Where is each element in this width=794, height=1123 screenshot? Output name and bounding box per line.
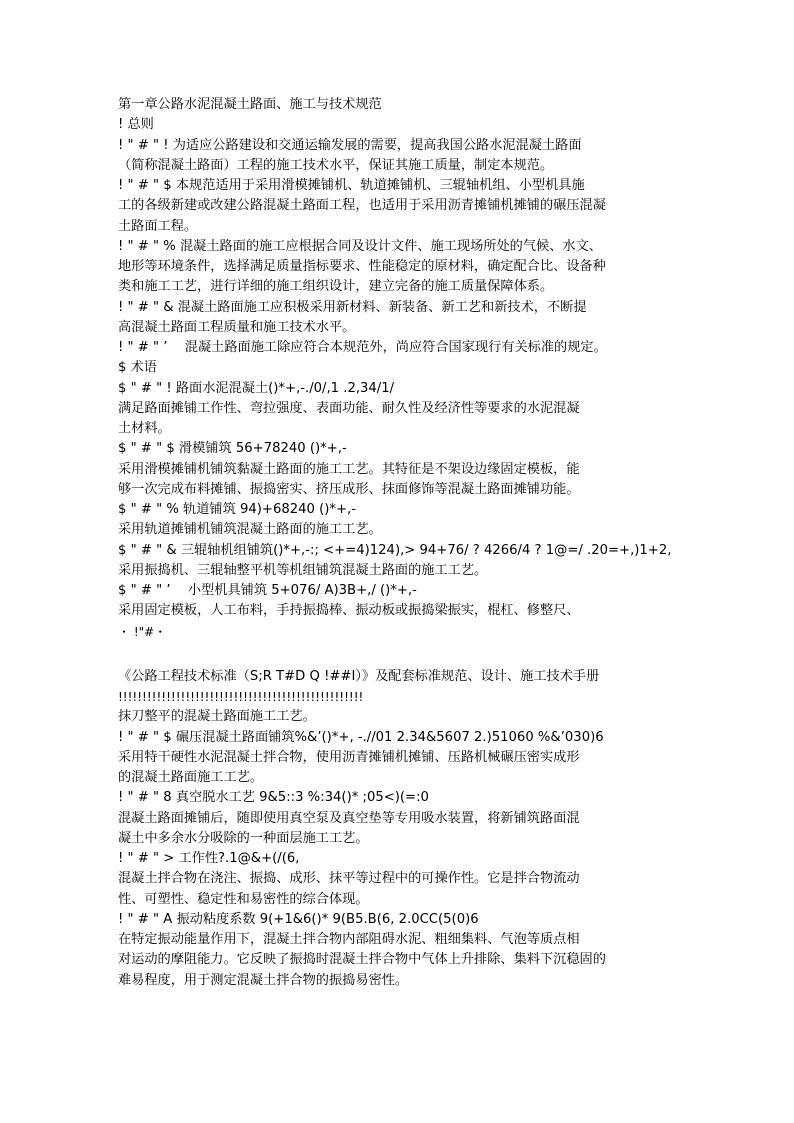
text-line: 土路面工程。 bbox=[118, 218, 198, 234]
text-line: 的混凝土路面施工工艺。 bbox=[118, 770, 264, 785]
text-line: ! " # " A 振动粘度系数 9(+1&6()* 9(B5.B(6, 2.0CC(5(0)6 bbox=[118, 911, 479, 927]
text-line: $ " # " $ 滑模铺筑 56+78240 ()*+,- bbox=[118, 441, 347, 457]
text-line: 采用轨道摊铺机铺筑混凝土路面的施工工艺。 bbox=[118, 522, 382, 538]
text-line: $ " # " ! 路面水泥混凝土()*+,-./0/,1 .2,34/1/ bbox=[118, 380, 395, 396]
text-line: 抹刀整平的混凝土路面施工工艺。 bbox=[118, 709, 316, 725]
section-heading-general: ! 总则 bbox=[118, 117, 154, 133]
text-line: 土材料。 bbox=[118, 421, 171, 436]
text-line: 混凝土路面摊铺后，随即使用真空泵及真空垫等专用吸水装置，将新铺筑路面混 bbox=[118, 810, 580, 826]
text-line: （简称混凝土路面）工程的施工技术水平，保证其施工质量，制定本规范。 bbox=[118, 157, 554, 173]
text-line: 采用振捣机、三辊轴整平机等机组铺筑混凝土路面的施工工艺。 bbox=[118, 562, 488, 578]
text-line: 够一次完成布料摊铺、振捣密实、挤压成形、抹面修饰等混凝土路面摊铺功能。 bbox=[118, 481, 580, 497]
header-rule: !!!!!!!!!!!!!!!!!!!!!!!!!!!!!!!!!!!!!!!!!!!!!!!!!!! bbox=[118, 690, 364, 704]
text-line: ! " # " ’ 混凝土路面施工除应符合本规范外，尚应符合国家现行有关标准的规定。 bbox=[118, 340, 607, 355]
text-line: 性、可塑性、稳定性和易密性的综合体现。 bbox=[118, 891, 369, 907]
text-line: 对运动的摩阻能力。它反映了振捣时混凝土拌合物中气体上升排除、集料下沉稳固的 bbox=[118, 952, 606, 968]
page-1-text bbox=[118, 95, 672, 642]
text-line: $ " # " & 三辊轴机组铺筑()*+,-:; <+=4)124),> 94+76/ ? 4266/4 ? 1@=/ .20=+,)1+2, bbox=[118, 542, 672, 558]
text-line: ! " # " & 混凝土路面施工应积极采用新材料、新装备、新工艺和新技术，不断提 bbox=[118, 299, 587, 315]
text-line: 满足路面摊铺工作性、弯拉强度、表面功能、耐久性及经济性等要求的水泥混凝 bbox=[118, 400, 580, 416]
text-line: ! " # " % 混凝土路面的施工应根据合同及设计文件、施工现场所处的气候、水文、 bbox=[118, 238, 602, 254]
text-line: 地形等环境条件，选择满足质量指标要求、性能稳定的原材料，确定配合比、设备种 bbox=[118, 259, 606, 274]
text-line: ! " # " > 工作性?.1@&+(/(6, bbox=[118, 851, 300, 866]
text-line: ! " # " $ 碾压混凝土路面铺筑%&’()*+, -.//01 2.34&5607 2.)51060 %&’030)6 bbox=[118, 729, 604, 745]
text-line: $ " # " % 轨道铺筑 94)+68240 ()*+,- bbox=[118, 502, 357, 517]
section-heading-terms: $ 术语 bbox=[118, 360, 157, 376]
text-line: 在特定振动能量作用下，混凝土拌合物内部阻碍水泥、粗细集料、气泡等质点相 bbox=[118, 932, 580, 947]
document-body bbox=[118, 95, 672, 991]
text-line: $ " # " ’ 小型机具铺筑 5+076/ A)3B+,/ ()*+,- bbox=[118, 583, 417, 598]
page-marker: ・ !"#・ bbox=[118, 624, 167, 639]
chapter-title: 第一章公路水泥混凝土路面、施工与技术规范 bbox=[118, 97, 382, 112]
text-line: 采用滑模摊铺机铺筑黏凝土路面的施工工艺。其特征是不架设边缘固定模板，能 bbox=[118, 461, 580, 477]
text-line: 工的各级新建或改建公路混凝土路面工程，也适用于采用沥青摊铺机摊铺的碾压混凝 bbox=[118, 198, 606, 214]
text-line: 凝土中多余水分吸除的一种面层施工工艺。 bbox=[118, 830, 369, 846]
page-gap bbox=[118, 642, 658, 667]
text-line: 难易程度，用于测定混凝土拌合物的振捣易密性。 bbox=[118, 972, 409, 988]
running-header: 《公路工程技术标准（S;R T#D Q !##I）》及配套标准规范、设计、施工技术手册 bbox=[118, 668, 600, 684]
page-2-text bbox=[118, 667, 658, 991]
text-line: 混凝土拌合物在浇注、振捣、成形、抹平等过程中的可操作性。它是拌合物流动 bbox=[118, 871, 580, 887]
text-line: ! " # " 8 真空脱水工艺 9&5::3 %:34()* ;05<)(=:0 bbox=[118, 790, 429, 806]
text-line: 采用固定模板，人工布料，手持振捣棒、振动板或振捣梁振实，棍杠、修整尺、 bbox=[118, 603, 580, 619]
text-line: 高混凝土路面工程质量和施工技术水平。 bbox=[118, 319, 356, 335]
text-line: ! " # " ! 为适应公路建设和交通运输发展的需要，提高我国公路水泥混凝土路面 bbox=[118, 137, 582, 153]
text-line: 类和施工工艺，进行详细的施工组织设计，建立完备的施工质量保障体系。 bbox=[118, 279, 554, 295]
text-line: ! " # " $ 本规范适用于采用滑模摊铺机、轨道摊铺机、三辊轴机组、小型机具施 bbox=[118, 178, 585, 193]
text-line: 采用特干硬性水泥混凝土拌合物，使用沥青摊铺机摊铺、压路机械碾压密实成形 bbox=[118, 749, 580, 765]
